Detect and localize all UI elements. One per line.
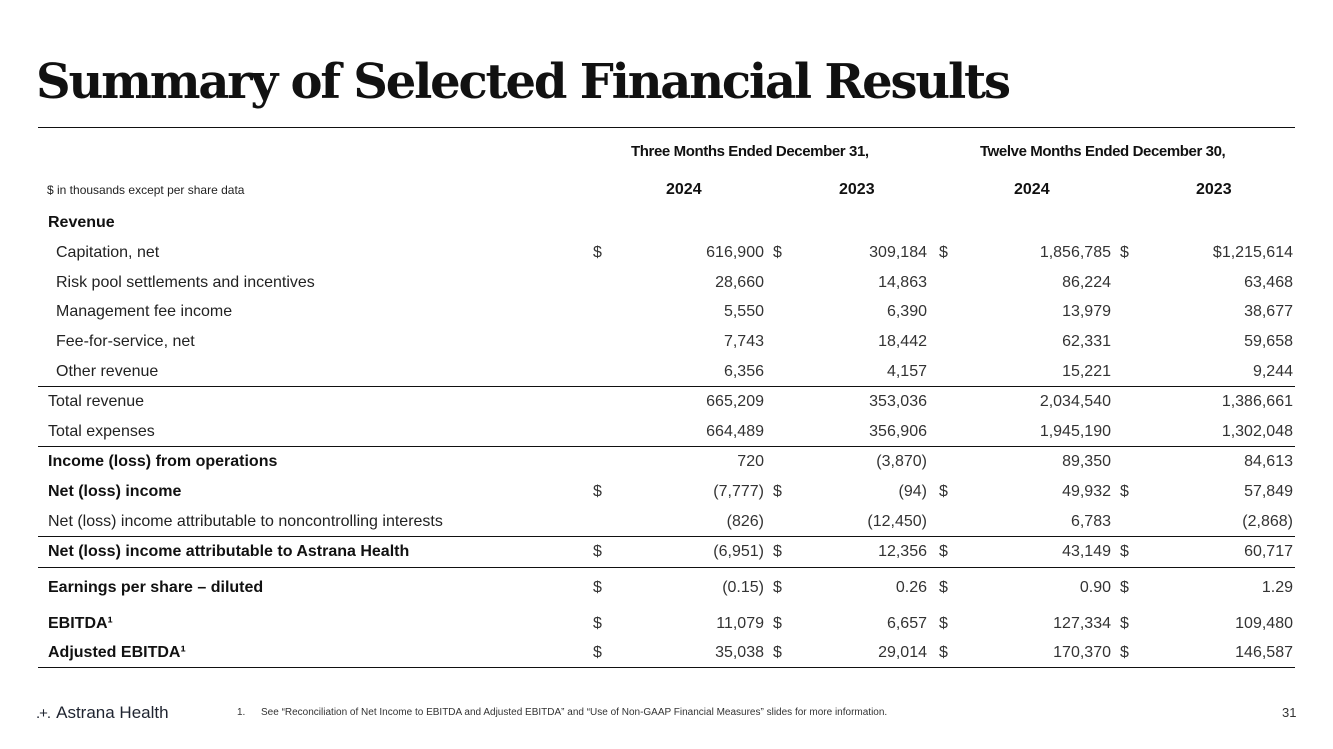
year-header-fy-2023: 2023 (1196, 181, 1232, 198)
row-label: Risk pool settlements and incentives (56, 274, 315, 291)
currency-symbol: $ (1120, 579, 1129, 596)
currency-symbol: $ (773, 244, 782, 261)
value-cell: 720 (737, 453, 764, 470)
currency-symbol: $ (593, 543, 602, 560)
table-row (38, 477, 1295, 507)
table-row (38, 387, 1295, 417)
currency-symbol: $ (593, 615, 602, 632)
row-label: Revenue (48, 214, 115, 231)
currency-symbol: $ (593, 579, 602, 596)
currency-symbol: $ (1120, 644, 1129, 661)
year-header-fy-2024: 2024 (1014, 181, 1050, 198)
row-label: Adjusted EBITDA¹ (48, 644, 186, 661)
currency-symbol: $ (1120, 615, 1129, 632)
logo-text: Astrana Health (56, 703, 169, 722)
row-label: Management fee income (56, 303, 233, 320)
table-row (38, 297, 1295, 327)
table-row (38, 268, 1295, 298)
value-cell: 1,386,661 (1221, 393, 1293, 410)
currency-symbol: $ (593, 483, 602, 500)
value-cell: (94) (898, 483, 927, 500)
currency-symbol: $ (939, 644, 948, 661)
currency-symbol: $ (773, 615, 782, 632)
value-cell: 1,856,785 (1039, 244, 1111, 261)
value-cell: (3,870) (876, 453, 927, 470)
currency-symbol: $ (939, 543, 948, 560)
value-cell: 356,906 (869, 423, 927, 440)
currency-symbol: $ (593, 644, 602, 661)
value-cell: 35,038 (715, 644, 764, 661)
row-label: Total revenue (48, 393, 145, 410)
value-cell: 28,660 (715, 274, 764, 291)
table-row (38, 327, 1295, 357)
value-cell: 109,480 (1235, 615, 1293, 632)
value-cell: (6,951) (713, 543, 764, 560)
value-cell: 60,717 (1244, 543, 1293, 560)
value-cell: (7,777) (713, 483, 764, 500)
row-label: Income (loss) from operations (48, 453, 278, 470)
table-row (38, 573, 1295, 603)
value-cell: 63,468 (1244, 274, 1293, 291)
value-cell: 38,677 (1244, 303, 1293, 320)
value-cell: (0.15) (722, 579, 764, 596)
year-header-q4-2024: 2024 (666, 181, 702, 198)
value-cell: 9,244 (1252, 363, 1293, 380)
row-label: Net (loss) income (48, 483, 182, 500)
value-cell: 0.26 (895, 579, 927, 596)
value-cell: 170,370 (1053, 644, 1111, 661)
value-cell: 84,613 (1244, 453, 1293, 470)
value-cell: 62,331 (1062, 333, 1111, 350)
value-cell: 11,079 (716, 615, 764, 632)
year-header-q4-2023: 2023 (839, 181, 875, 198)
value-cell: 18,442 (878, 333, 927, 350)
row-label: EBITDA¹ (48, 615, 113, 632)
page-title: Summary of Selected Financial Results (36, 54, 1009, 110)
value-cell: 86,224 (1062, 274, 1111, 291)
value-cell: 57,849 (1244, 483, 1293, 500)
value-cell: 29,014 (878, 644, 927, 661)
value-cell: (826) (726, 513, 764, 530)
currency-symbol: $ (773, 483, 782, 500)
value-cell: 1,302,048 (1221, 423, 1293, 440)
value-cell: 49,932 (1062, 483, 1111, 500)
currency-symbol: $ (1120, 483, 1129, 500)
row-divider (38, 567, 1295, 568)
value-cell: 7,743 (723, 333, 764, 350)
currency-symbol: $ (773, 644, 782, 661)
value-cell: 6,657 (886, 615, 927, 632)
table-row (38, 609, 1295, 639)
value-cell: 59,658 (1244, 333, 1293, 350)
value-cell: 5,550 (723, 303, 764, 320)
value-cell: 616,900 (706, 244, 764, 261)
table-row (38, 208, 1295, 238)
value-cell: 1.29 (1261, 579, 1293, 596)
value-cell: 309,184 (869, 244, 927, 261)
table-row (38, 507, 1295, 537)
currency-symbol: $ (939, 483, 948, 500)
value-cell: 43,149 (1062, 543, 1111, 560)
table-row (38, 638, 1295, 668)
units-note: $ in thousands except per share data (47, 183, 245, 197)
value-cell: (12,450) (867, 513, 927, 530)
value-cell: 2,034,540 (1039, 393, 1111, 410)
row-label: Net (loss) income attributable to Astrana Health (48, 543, 410, 560)
value-cell: 15,221 (1062, 363, 1111, 380)
footnote-number: 1. (237, 707, 246, 718)
value-cell: 4,157 (886, 363, 927, 380)
astrana-logo (36, 703, 169, 723)
value-cell: 89,350 (1062, 453, 1111, 470)
value-cell: 353,036 (869, 393, 927, 410)
value-cell: $1,215,614 (1212, 244, 1293, 261)
value-cell: (2,868) (1242, 513, 1293, 530)
value-cell: 6,783 (1070, 513, 1111, 530)
page-number: 31 (1282, 705, 1297, 720)
currency-symbol: $ (1120, 543, 1129, 560)
value-cell: 14,863 (878, 274, 927, 291)
value-cell: 6,390 (886, 303, 927, 320)
table-row (38, 447, 1295, 477)
currency-symbol: $ (1120, 244, 1129, 261)
table-row (38, 537, 1295, 567)
value-cell: 127,334 (1053, 615, 1111, 632)
currency-symbol: $ (773, 579, 782, 596)
table-row (38, 417, 1295, 447)
logo-mark-icon: .+. (36, 705, 51, 722)
value-cell: 665,209 (706, 393, 764, 410)
currency-symbol: $ (939, 579, 948, 596)
footnote-text: See “Reconciliation of Net Income to EBITDA and Adjusted EBITDA” and “Use of Non-GAAP Financial Measures” slides for more information. (261, 707, 888, 718)
value-cell: 1,945,190 (1039, 423, 1111, 440)
table-row (38, 357, 1295, 387)
value-cell: 664,489 (706, 423, 764, 440)
row-label: Fee-for-service, net (56, 333, 195, 350)
currency-symbol: $ (939, 615, 948, 632)
currency-symbol: $ (939, 244, 948, 261)
row-label: Capitation, net (56, 244, 160, 261)
currency-symbol: $ (773, 543, 782, 560)
row-divider (38, 667, 1295, 668)
currency-symbol: $ (593, 244, 602, 261)
value-cell: 146,587 (1235, 644, 1293, 661)
row-label: Total expenses (48, 423, 155, 440)
value-cell: 0.90 (1079, 579, 1111, 596)
row-label: Net (loss) income attributable to noncontrolling interests (48, 513, 443, 530)
value-cell: 6,356 (723, 363, 764, 380)
row-label: Other revenue (56, 363, 159, 380)
value-cell: 13,979 (1062, 303, 1111, 320)
table-row (38, 238, 1295, 268)
row-label: Earnings per share – diluted (48, 579, 264, 596)
header-three-months: Three Months Ended December 31, (631, 143, 869, 160)
header-twelve-months: Twelve Months Ended December 30, (980, 143, 1226, 160)
footnote (237, 707, 887, 718)
top-divider (38, 127, 1295, 128)
value-cell: 12,356 (878, 543, 927, 560)
